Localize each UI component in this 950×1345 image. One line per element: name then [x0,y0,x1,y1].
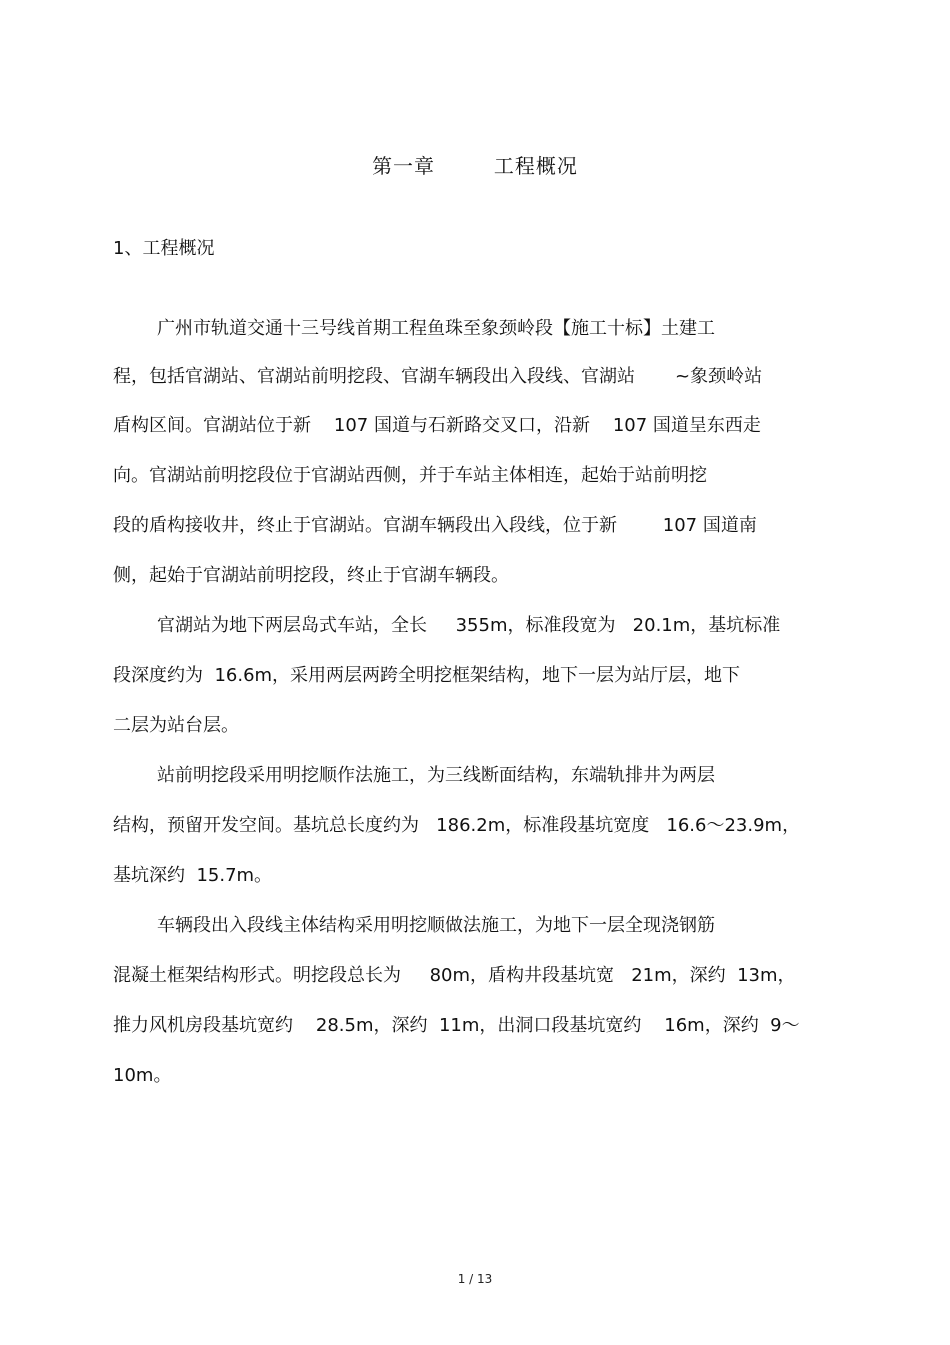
paragraph-4-line-4: 10m。 [113,1065,172,1086]
paragraph-2-line-2: 段深度约为 16.6m，采用两层两跨全明挖框架结构，地下一层为站厅层，地下 [113,665,741,686]
paragraph-4-line-1: 车辆段出入段线主体结构采用明挖顺做法施工，为地下一层全现浇钢筋 [157,915,715,936]
paragraph-1-line-5: 段的盾构接收井，终止于官湖站。官湖车辆段出入段线，位于新 107 国道南 [113,515,757,536]
paragraph-1-line-4: 向。官湖站前明挖段位于官湖站西侧，并于车站主体相连，起始于站前明挖 [113,465,707,486]
chapter-title: 第一章 工程概况 [372,154,578,178]
paragraph-1-line-1: 广州市轨道交通十三号线首期工程鱼珠至象颈岭段【施工十标】土建工 [157,318,715,339]
page-number: 1 / 13 [457,1272,493,1286]
section-heading: 1、工程概况 [113,238,215,259]
paragraph-3-line-1: 站前明挖段采用明挖顺作法施工，为三线断面结构，东端轨排井为两层 [157,765,715,786]
paragraph-1-line-6: 侧，起始于官湖站前明挖段，终止于官湖车辆段。 [113,565,509,586]
paragraph-2-line-3: 二层为站台层。 [113,715,239,736]
paragraph-3-line-3: 基坑深约 15.7m。 [113,865,273,886]
paragraph-4-line-2: 混凝土框架结构形式。明挖段总长为 80m，盾构井段基坑宽 21m，深约 13m， [113,965,796,986]
paragraph-3-line-2: 结构，预留开发空间。基坑总长度约为 186.2m，标准段基坑宽度 16.6～23.9m， [113,815,801,836]
paragraph-4-line-3: 推力风机房段基坑宽约 28.5m，深约 11m，出洞口段基坑宽约 16m，深约 9～ [113,1015,800,1036]
paragraph-1-line-2: 程，包括官湖站、官湖站前明挖段、官湖车辆段出入段线、官湖站 ~象颈岭站 [113,366,763,387]
paragraph-1-line-3: 盾构区间。官湖站位于新 107 国道与石新路交叉口，沿新 107 国道呈东西走 [113,415,761,436]
paragraph-2-line-1: 官湖站为地下两层岛式车站，全长 355m，标准段宽为 20.1m，基坑标准 [157,615,781,636]
